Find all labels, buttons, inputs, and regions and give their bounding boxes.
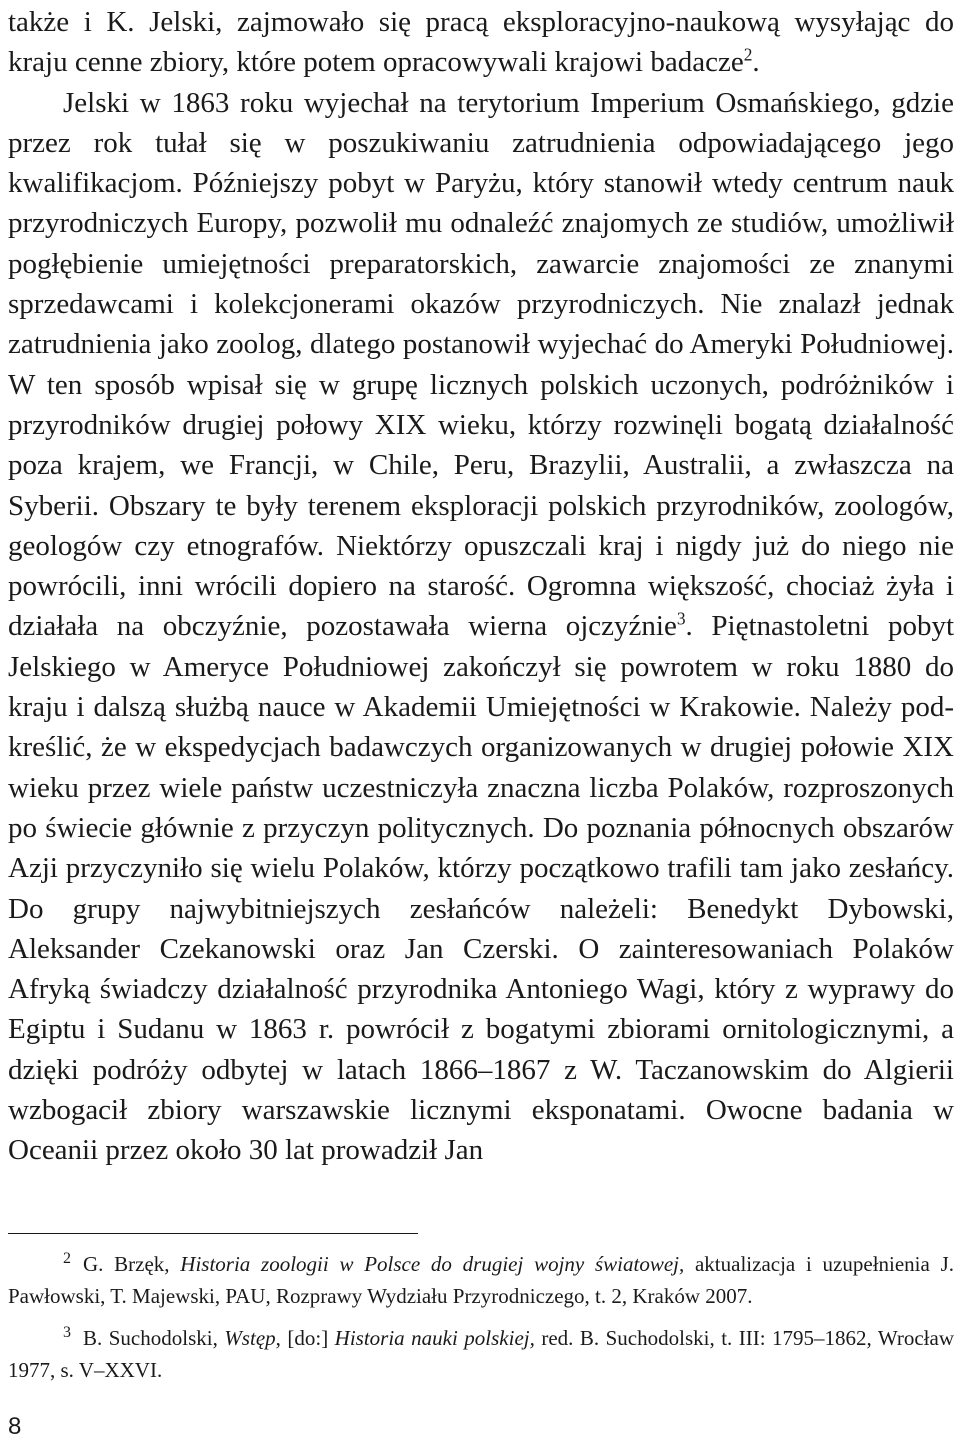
continuation-paragraph: [8, 2, 954, 83]
footnote-title: Wstęp: [224, 1326, 276, 1350]
page-number: 8: [8, 1413, 22, 1440]
footnote-number: 3: [63, 1324, 71, 1341]
footnote-text: G. Brzęk,: [83, 1252, 181, 1276]
paragraph-text-part2: . Piętnastoletni pobyt Jelskiego w Ameryce Południowej zakończył się powrotem w roku 1880 do kraju i dalszą służbą nauce w Akademii Umiejętności w Krakowie. Należy podkreślić, że w ekspedycjach badawczych organizowanych w drugiej połowie XIX wieku przez wiele państw uczestniczyła znaczna liczba Polaków, rozproszonych po świecie głównie z przyczyn politycznych. Do poznania północnych obszarów Azji przyczyniło się wielu Polaków, którzy początkowo trafili tam jako zesłańcy. Do grupy najwybitniejszych zesłańców należeli: Benedykt Dybowski, Aleksander Czekanowski oraz Jan Czerski. O zainteresowaniach Polaków Afryką świadczy działalność przyrodnika Antoniego Wagi, który z wyprawy do Egiptu i Sudanu w 1863 r. powrócił z bogatymi zbiorami ornitologicznymi, a dzięki podróży odbytej w latach 1866–1867 z W. Taczanowskim do Algierii wzbogacił zbiory warszawskie licznymi eksponatami. Owocne badania w Oceanii przez około 30 lat prowadził Jan: [8, 610, 954, 1167]
main-text: [8, 2, 954, 1171]
footnote-ref-2: 2: [743, 44, 753, 65]
footnote-number: 2: [63, 1250, 71, 1267]
footnote-title: Historia zoologii w Polsce do drugiej wojny światowej,: [180, 1252, 685, 1276]
document-page: [8, 0, 954, 1446]
footnote-text: red. B. Suchodolski, t. III: 1795–1862, Wrocław 1977, s. V–XXVI.: [8, 1326, 955, 1382]
footnote-3: [8, 1322, 954, 1386]
footnote-text: , [do:]: [275, 1326, 335, 1350]
paragraph-text-part1: Jelski w 1863 roku wyjechał na terytorium Imperium Osmańskiego, gdzie przez rok tułał się w poszukiwaniu zatrudnienia odpowiadającego jego kwalifikacjom. Późniejszy pobyt w Paryżu, który stanowił wtedy centrum nauk przyrodniczych Europy, pozwolił mu odnaleźć znajomych ze studiów, umożliwił pogłębienie umiejętności preparatorskich, zawarcie znajomości ze znanymi sprzedawcami i kolekcjonerami okazów przyrodniczych. Nie znalazł jednak zatrudnienia jako zoolog, dlatego postanowił wyjechać do Ameryki Południowej. W ten sposób wpisał się w grupę licznych polskich uczonych, podróżników i przyrodników drugiej połowy XIX wieku, którzy rozwinęli bogatą działalność poza krajem, we Francji, w Chile, Peru, Brazylii, Australii, a zwłaszcza na Syberii. Obszary te były terenem eksploracji polskich przyrodników, zoologów, geologów czy etnografów. Niektórzy opuszczali kraj i nigdy już do niego nie powrócili, inni wrócili dopiero na starość. Ogromna większość, chociaż żyła i działała na obczyźnie, pozostawała wierna ojczyźnie: [8, 86, 954, 643]
footnote-ref-3: 3: [676, 608, 686, 629]
footnote-text: aktualizacja i uzupełnienia J. Pawłowski, T. Majewski, PAU, Rozprawy Wydziału Przyrodniczego, t. 2, Kraków 2007.: [8, 1252, 954, 1308]
footnote-separator: [8, 1233, 418, 1234]
footnotes: [8, 1248, 954, 1396]
continuation-text: także i K. Jelski, zajmowało się pracą eksploracyjno-naukową wysyłając do kraju cenne zbiory, które potem opracowywali krajowi badacze: [8, 6, 954, 79]
continuation-end: .: [752, 46, 760, 79]
footnote-2: [8, 1248, 954, 1312]
footnote-title: Historia nauki polskiej,: [334, 1326, 535, 1350]
body-paragraph: [8, 83, 954, 1171]
footnote-text: B. Suchodolski,: [83, 1326, 225, 1350]
